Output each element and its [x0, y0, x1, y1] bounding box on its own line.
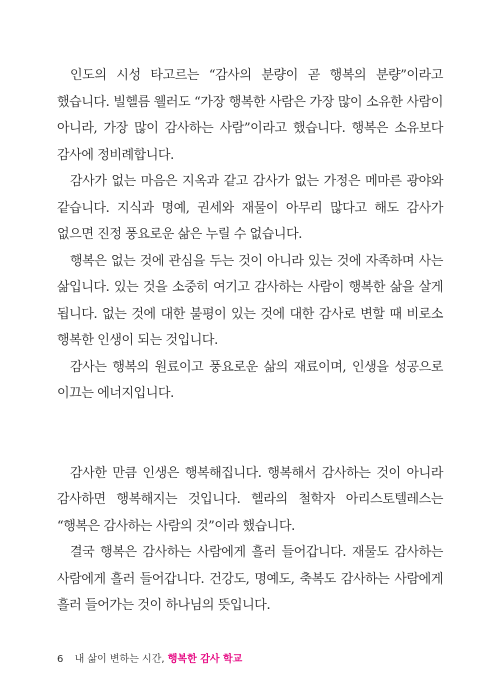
paragraph-5: 감사한 만큼 인생은 행복해집니다. 행복해서 감사하는 것이 아니라 감사하면 행복해지는 것입니다. 헬라의 철학자 아리스토텔레스는 “행복은 감사하는 사람의 것”이라 했습니다. [57, 465, 443, 534]
paragraph-1: 인도의 시성 타고르는 “감사의 분량이 곧 행복의 분량”이라고 했습니다. 빌헬름 웰러도 “가장 행복한 사람은 가장 많이 소유한 사람이 아니라, 가장 많이 감사하는 사람”이라고 했습니다. 행복은 소유보다 감사에 정비례합니다. [57, 68, 443, 163]
paragraph-2: 감사가 없는 마음은 지옥과 같고 감사가 없는 가정은 메마른 광야와 같습니다. 지식과 명예, 권세와 재물이 아무리 많다고 해도 감사가 없으면 진정 풍요로운 삶은 누릴 수 없습니다. [57, 174, 443, 242]
book-title: 행복한 감사 학교 [167, 654, 243, 665]
paragraph-3: 행복은 없는 것에 관심을 두는 것이 아니라 있는 것에 자족하며 사는 삶입니다. 있는 것을 소중히 여기고 감사하는 사람이 행복한 삶을 살게 됩니다. 없는 것에 대한 불평이 있는 것에 대한 감사로 변할 때 비로소 행복한 인생이 되는 것입니다. [57, 253, 443, 348]
page-body [57, 63, 443, 620]
paragraph-6: 결국 행복은 감사하는 사람에게 흘러 들어갑니다. 재물도 감사하는 사람에게 흘러 들어갑니다. 건강도, 명예도, 축복도 감사하는 사람에게 흘러 들어가는 것이 하나님의 뜻입니다. [57, 545, 443, 613]
page-footer [57, 650, 242, 665]
paragraph-4: 감사는 행복의 원료이고 풍요로운 삶의 재료이며, 인생을 성공으로 이끄는 에너지입니다. [57, 359, 443, 401]
running-title: 내 삶이 변하는 시간, [74, 654, 165, 665]
page-number: 6 [57, 654, 64, 665]
section-spacer [57, 408, 443, 461]
